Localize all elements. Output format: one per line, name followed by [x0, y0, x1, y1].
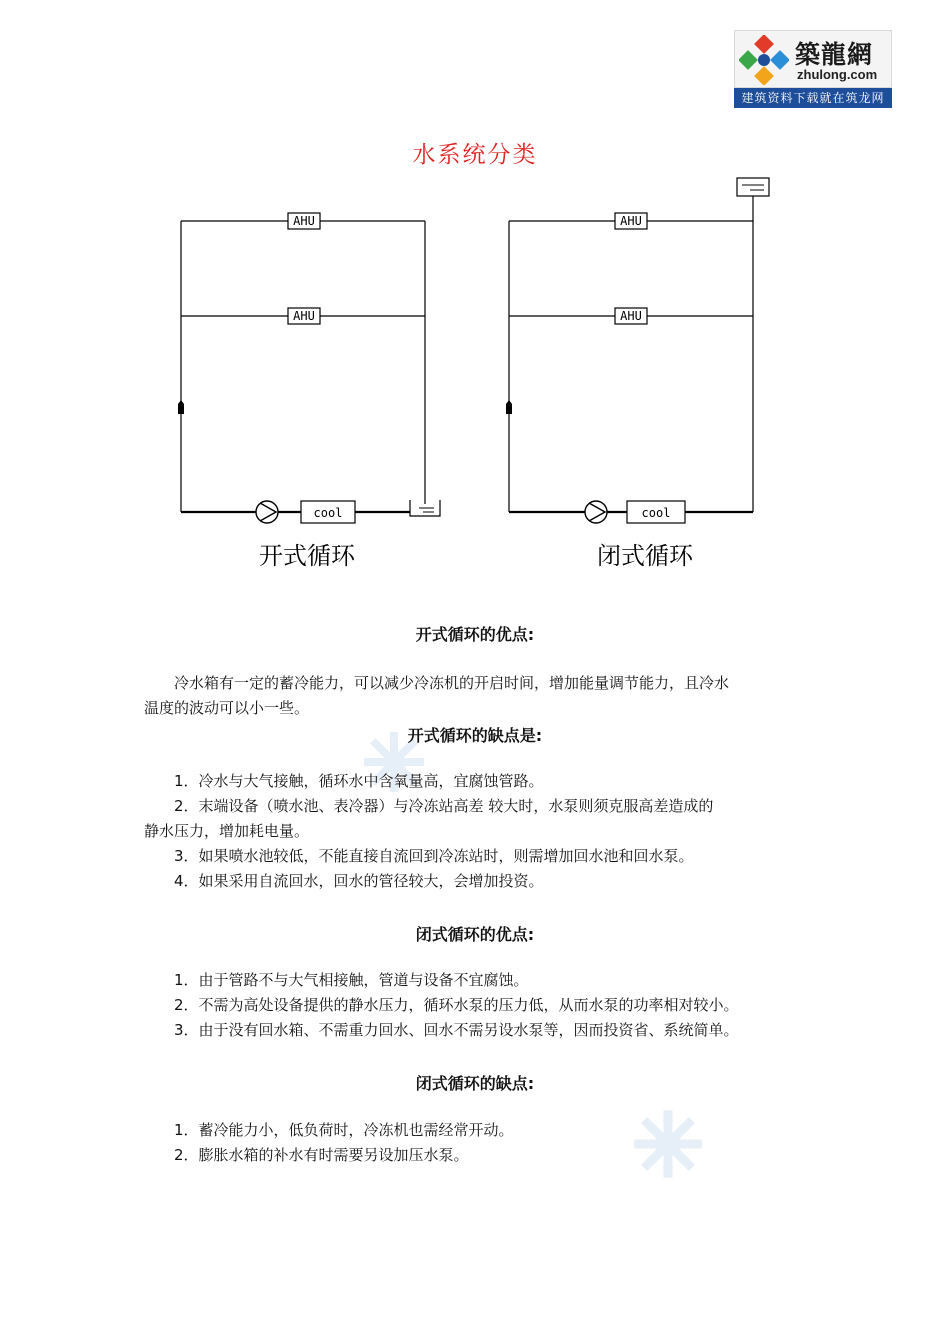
open-pros-heading: 开式循环的优点:	[415, 625, 535, 644]
open-ahu-top	[288, 213, 320, 229]
closed-cons-heading: 闭式循环的缺点:	[415, 1074, 535, 1093]
closed-cons-item: 1．蓄冷能力小，低负荷时，冷冻机也需经常开动。	[174, 1121, 514, 1139]
closed-cons-item: 2．膨胀水箱的补水有时需要另设加压水泵。	[174, 1146, 469, 1164]
closed-pros-item: 3．由于没有回水箱、不需重力回水、回水不需另设水泵等，因而投资省、系统简单。	[174, 1021, 739, 1039]
closed-cooler-label: cool	[641, 506, 671, 520]
watermark-snowflake-icon-2	[632, 1108, 704, 1180]
open-cons-heading: 开式循环的缺点是:	[407, 726, 543, 745]
expansion-tank-icon	[737, 178, 769, 196]
closed-pros-heading: 闭式循环的优点:	[415, 925, 535, 944]
open-pros-paragraph-line1: 冷水箱有一定的蓄冷能力，可以减少冷冻机的开启时间，增加能量调节能力，且冷水	[174, 674, 730, 692]
logo-name-en: zhulong.com	[797, 67, 878, 82]
open-cons-item: 静水压力，增加耗电量。	[144, 822, 310, 840]
open-cooler	[301, 501, 355, 523]
open-cons-item: 4．如果采用自流回水，回水的管径较大，会增加投资。	[174, 872, 544, 890]
open-ahu-mid-label: AHU	[293, 309, 315, 323]
open-cons-item: 3．如果喷水池较低，不能直接自流回到冷冻站时，则需增加回水池和回水泵。	[174, 847, 694, 865]
open-cons-item: 1．冷水与大气接触，循环水中含氧量高，宜腐蚀管路。	[174, 772, 544, 790]
page-title: 水系统分类	[412, 142, 538, 168]
open-pump-icon	[256, 501, 278, 523]
closed-pros-item: 2．不需为高处设备提供的静水压力，循环水泵的压力低，从而水泵的功率相对较小。	[174, 996, 739, 1014]
snowflake-logo-icon	[739, 35, 789, 85]
closed-pros-item: 1．由于管路不与大气相接触，管道与设备不宜腐蚀。	[174, 971, 529, 989]
closed-ahu-top	[615, 213, 647, 229]
open-circuit	[178, 213, 440, 570]
open-caption: 开式循环	[259, 542, 355, 570]
closed-ahu-top-label: AHU	[620, 214, 642, 228]
closed-caption: 闭式循环	[597, 542, 693, 570]
open-cons-item: 2．末端设备（喷水池、表冷器）与冷冻站高差 较大时，水泵则须克服高差造成的	[174, 797, 714, 815]
water-system-diagram	[0, 170, 950, 590]
open-ahu-top-label: AHU	[293, 214, 315, 228]
logo-name-cn: 築龍網	[795, 40, 874, 69]
logo-panel	[734, 30, 892, 88]
closed-ahu-mid	[615, 308, 647, 324]
closed-pump-icon	[585, 501, 607, 523]
open-ahu-mid	[288, 308, 320, 324]
open-pros-paragraph-line2: 温度的波动可以小一些。	[144, 699, 310, 717]
zhulong-logo	[734, 30, 892, 108]
closed-cooler	[627, 501, 685, 523]
open-check-valve-icon	[178, 400, 184, 414]
closed-check-valve-icon	[506, 400, 512, 414]
closed-circuit	[506, 178, 769, 570]
open-cooler-label: cool	[313, 506, 343, 520]
logo-slogan: 建筑资料下载就在筑龙网	[734, 88, 892, 108]
closed-ahu-mid-label: AHU	[620, 309, 642, 323]
